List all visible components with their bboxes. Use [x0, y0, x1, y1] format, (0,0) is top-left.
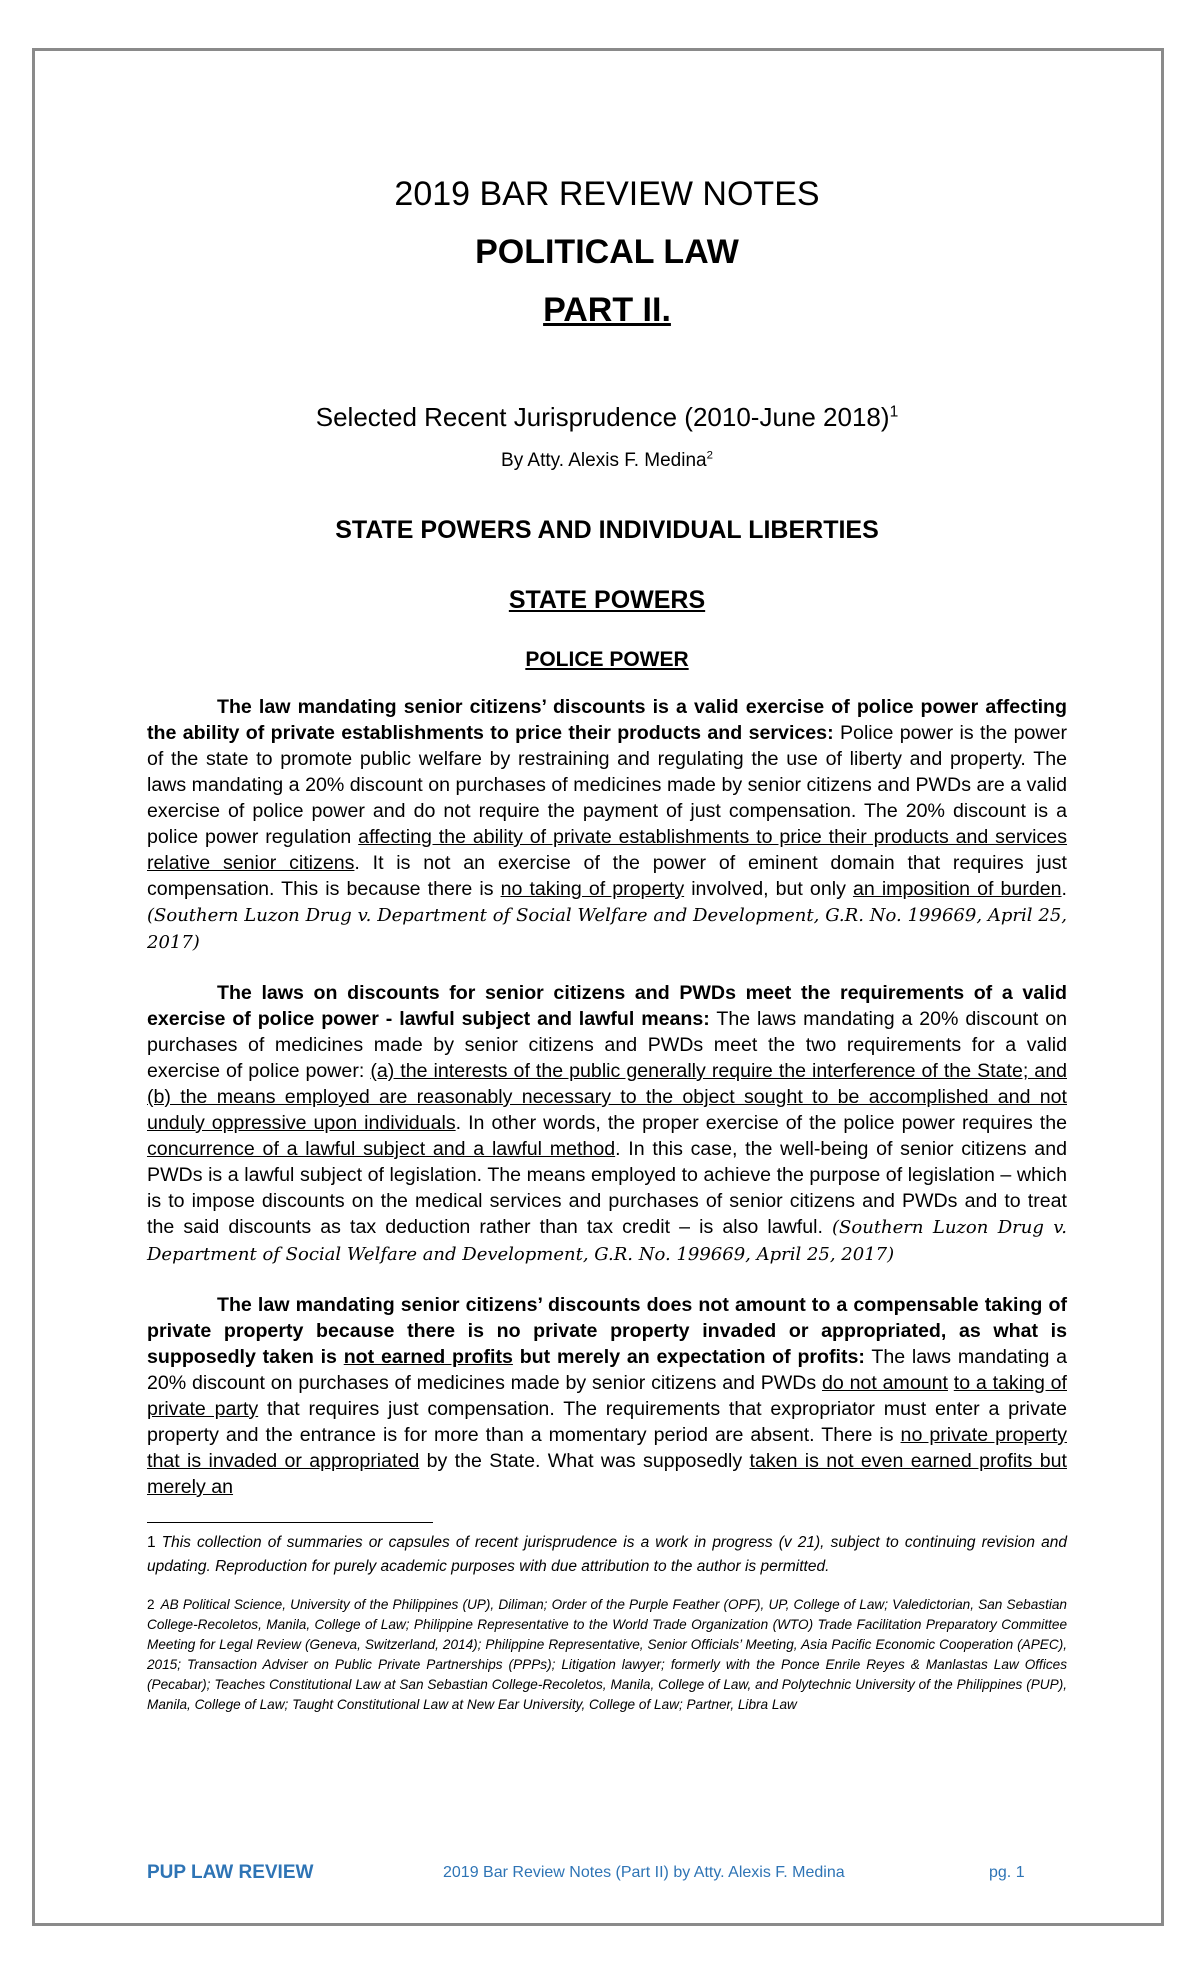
paragraph-3-underline: no private property that is invaded or appropriated	[147, 1424, 1067, 1472]
footnote-1-text: This collection of summaries or capsules of recent jurisprudence is a work in progress (v 21), subject to continuing revision and updating. Reproduction for purely academic purposes with due attribution to the author is permitted.	[147, 1534, 1067, 1575]
paragraph-3-lead-underline: not earned profits	[343, 1346, 513, 1368]
paragraph-2-underline: (a) the interests of the public generally require the interference of the State; and (b) the means employed are reasonably necessary to the object sought to be accomplished and not unduly oppressive upon individuals	[147, 1060, 1067, 1134]
document-part: PART II.	[543, 291, 671, 329]
paragraph-3-underline: do not amount	[822, 1372, 948, 1394]
paragraph-1-underline: no taking of property	[500, 878, 685, 900]
page-content	[147, 172, 1067, 1715]
paragraph-1-text: . It is not an exercise of the power of eminent domain that requires just compensation. This is because there is	[147, 852, 1067, 900]
paragraph-2-lead: The laws on discounts for senior citizens and PWDs meet the requirements of a valid exercise of police power - lawful subject and lawful means:	[147, 982, 1067, 1030]
paragraph-1-citation: (Southern Luzon Drug v. Department of Social Welfare and Development, G.R. No. 199669, April 25, 2017)	[147, 905, 1067, 953]
document-author-text: By Atty. Alexis F. Medina	[501, 450, 707, 471]
paragraph-3-text: by the State. What was supposedly	[419, 1450, 750, 1472]
document-author	[147, 448, 1067, 474]
paragraph-2-text: . In this case, the well-being of senior citizens and PWDs is a lawful subject of legislation. The means employed to achieve the purpose of legislation – which is to impose discounts on the medical services and purchases of senior citizens and PWDs and to treat the said discounts as tax deduction rather than tax credit – is also lawful.	[147, 1138, 1067, 1238]
footer-page-number: pg. 1	[989, 1864, 1025, 1881]
topic-heading: POLICE POWER	[525, 648, 689, 671]
document-scope	[147, 400, 1067, 434]
paragraph-1-text: .	[1061, 878, 1067, 900]
footnote-2	[147, 1595, 1067, 1715]
footnote-ref-1[interactable]: 1	[889, 403, 899, 421]
paragraph-3-text: The laws mandating a 20% discount on purchases of medicines made by senior citizens and PWDs	[147, 1346, 1068, 1394]
subsection-heading: STATE POWERS	[508, 586, 706, 614]
paragraph-1-text: Police power is the power of the state to promote public welfare by restraining and regulating the use of liberty and property. The laws mandating a 20% discount on purchases of medicines made by senior citizens and PWDs are a valid exercise of police power and do not require the payment of just compensation. The 20% discount is a police power regulation	[147, 722, 1067, 848]
paragraph-2-text: The laws mandating a 20% discount on purchases of medicines made by senior citizens and PWDs meet the two requirements for a valid exercise of police power:	[147, 1008, 1068, 1082]
document-scope-text: Selected Recent Jurisprudence (2010-June 2018)	[315, 402, 890, 432]
paragraph-3	[147, 1292, 1067, 1500]
footnote-1-number: 1	[147, 1534, 156, 1551]
section-heading: STATE POWERS AND INDIVIDUAL LIBERTIES	[335, 516, 879, 544]
paragraph-3-lead-text: The law mandating senior citizens’ discounts does not amount to a compensable taking of private property because there is no private property invaded or appropriated, as what is supposedly taken is	[147, 1294, 1067, 1368]
paragraph-2-text: . In other words, the proper exercise of the police power requires the	[455, 1112, 1068, 1134]
paragraph-2-citation: (Southern Luzon Drug v. Department of Social Welfare and Development, G.R. No. 199669, April 25, 2017)	[147, 1217, 1067, 1265]
footnote-divider	[147, 1522, 433, 1523]
paragraph-3-lead-text: but merely an expectation of profits:	[512, 1346, 865, 1368]
footnote-ref-2[interactable]: 2	[706, 449, 713, 462]
footnote-2-number: 2	[147, 1597, 155, 1612]
paragraph-3-text: that requires just compensation. The requirements that expropriator must enter a private property and the entrance is for more than a momentary period are absent. There is	[147, 1398, 1067, 1446]
paragraph-3-underline: to a taking of private party	[147, 1372, 1067, 1420]
paragraph-3-underline: taken is not even earned profits but merely an	[147, 1450, 1068, 1498]
footnote-1	[147, 1531, 1067, 1579]
document-subject: POLITICAL LAW	[475, 233, 739, 271]
footer-title: 2019 Bar Review Notes (Part II) by Atty. Alexis F. Medina	[443, 1864, 845, 1881]
paragraph-1-underline: an imposition of burden	[852, 878, 1062, 900]
paragraph-2	[147, 980, 1067, 1268]
footnote-2-text: AB Political Science, University of the Philippines (UP), Diliman; Order of the Purple Feather (OPF), UP, College of Law; Valedictorian, San Sebastian College-Recoletos, Manila, College of Law; Philippine Representative to the World Trade Organization (WTO) Trade Facilitation Preparatory Committee Meeting for Legal Review (Geneva, Switzerland, 2014); Philippine Representative, Senior Officials’ Meeting, Asia Pacific Economic Cooperation (APEC), 2015; Transaction Adviser on Public Private Partnerships (PPPs); Litigation lawyer; formerly with the Ponce Enrile Reyes & Manlastas Law Offices (Pecabar); Teaches Constitutional Law at San Sebastian College-Recoletos, Manila, College of Law, and Polytechnic University of the Philippines (PUP), Manila, College of Law; Taught Constitutional Law at New Ear University, College of Law; Partner, Libra Law	[147, 1597, 1067, 1712]
paragraph-1-underline: affecting the ability of private establishments to price their products and services relative senior citizens	[147, 826, 1068, 874]
paragraph-2-underline: concurrence of a lawful subject and a lawful method	[147, 1138, 616, 1160]
page-footer	[147, 1862, 1067, 1890]
paragraph-1	[147, 694, 1067, 956]
paragraph-1-text: involved, but only	[684, 878, 853, 900]
document-title: 2019 BAR REVIEW NOTES	[394, 175, 820, 213]
paragraph-1-lead: The law mandating senior citizens’ discounts is a valid exercise of police power affecting the ability of private establishments to price their products and services:	[147, 696, 1067, 744]
footer-publication: PUP LAW REVIEW	[147, 1862, 314, 1883]
